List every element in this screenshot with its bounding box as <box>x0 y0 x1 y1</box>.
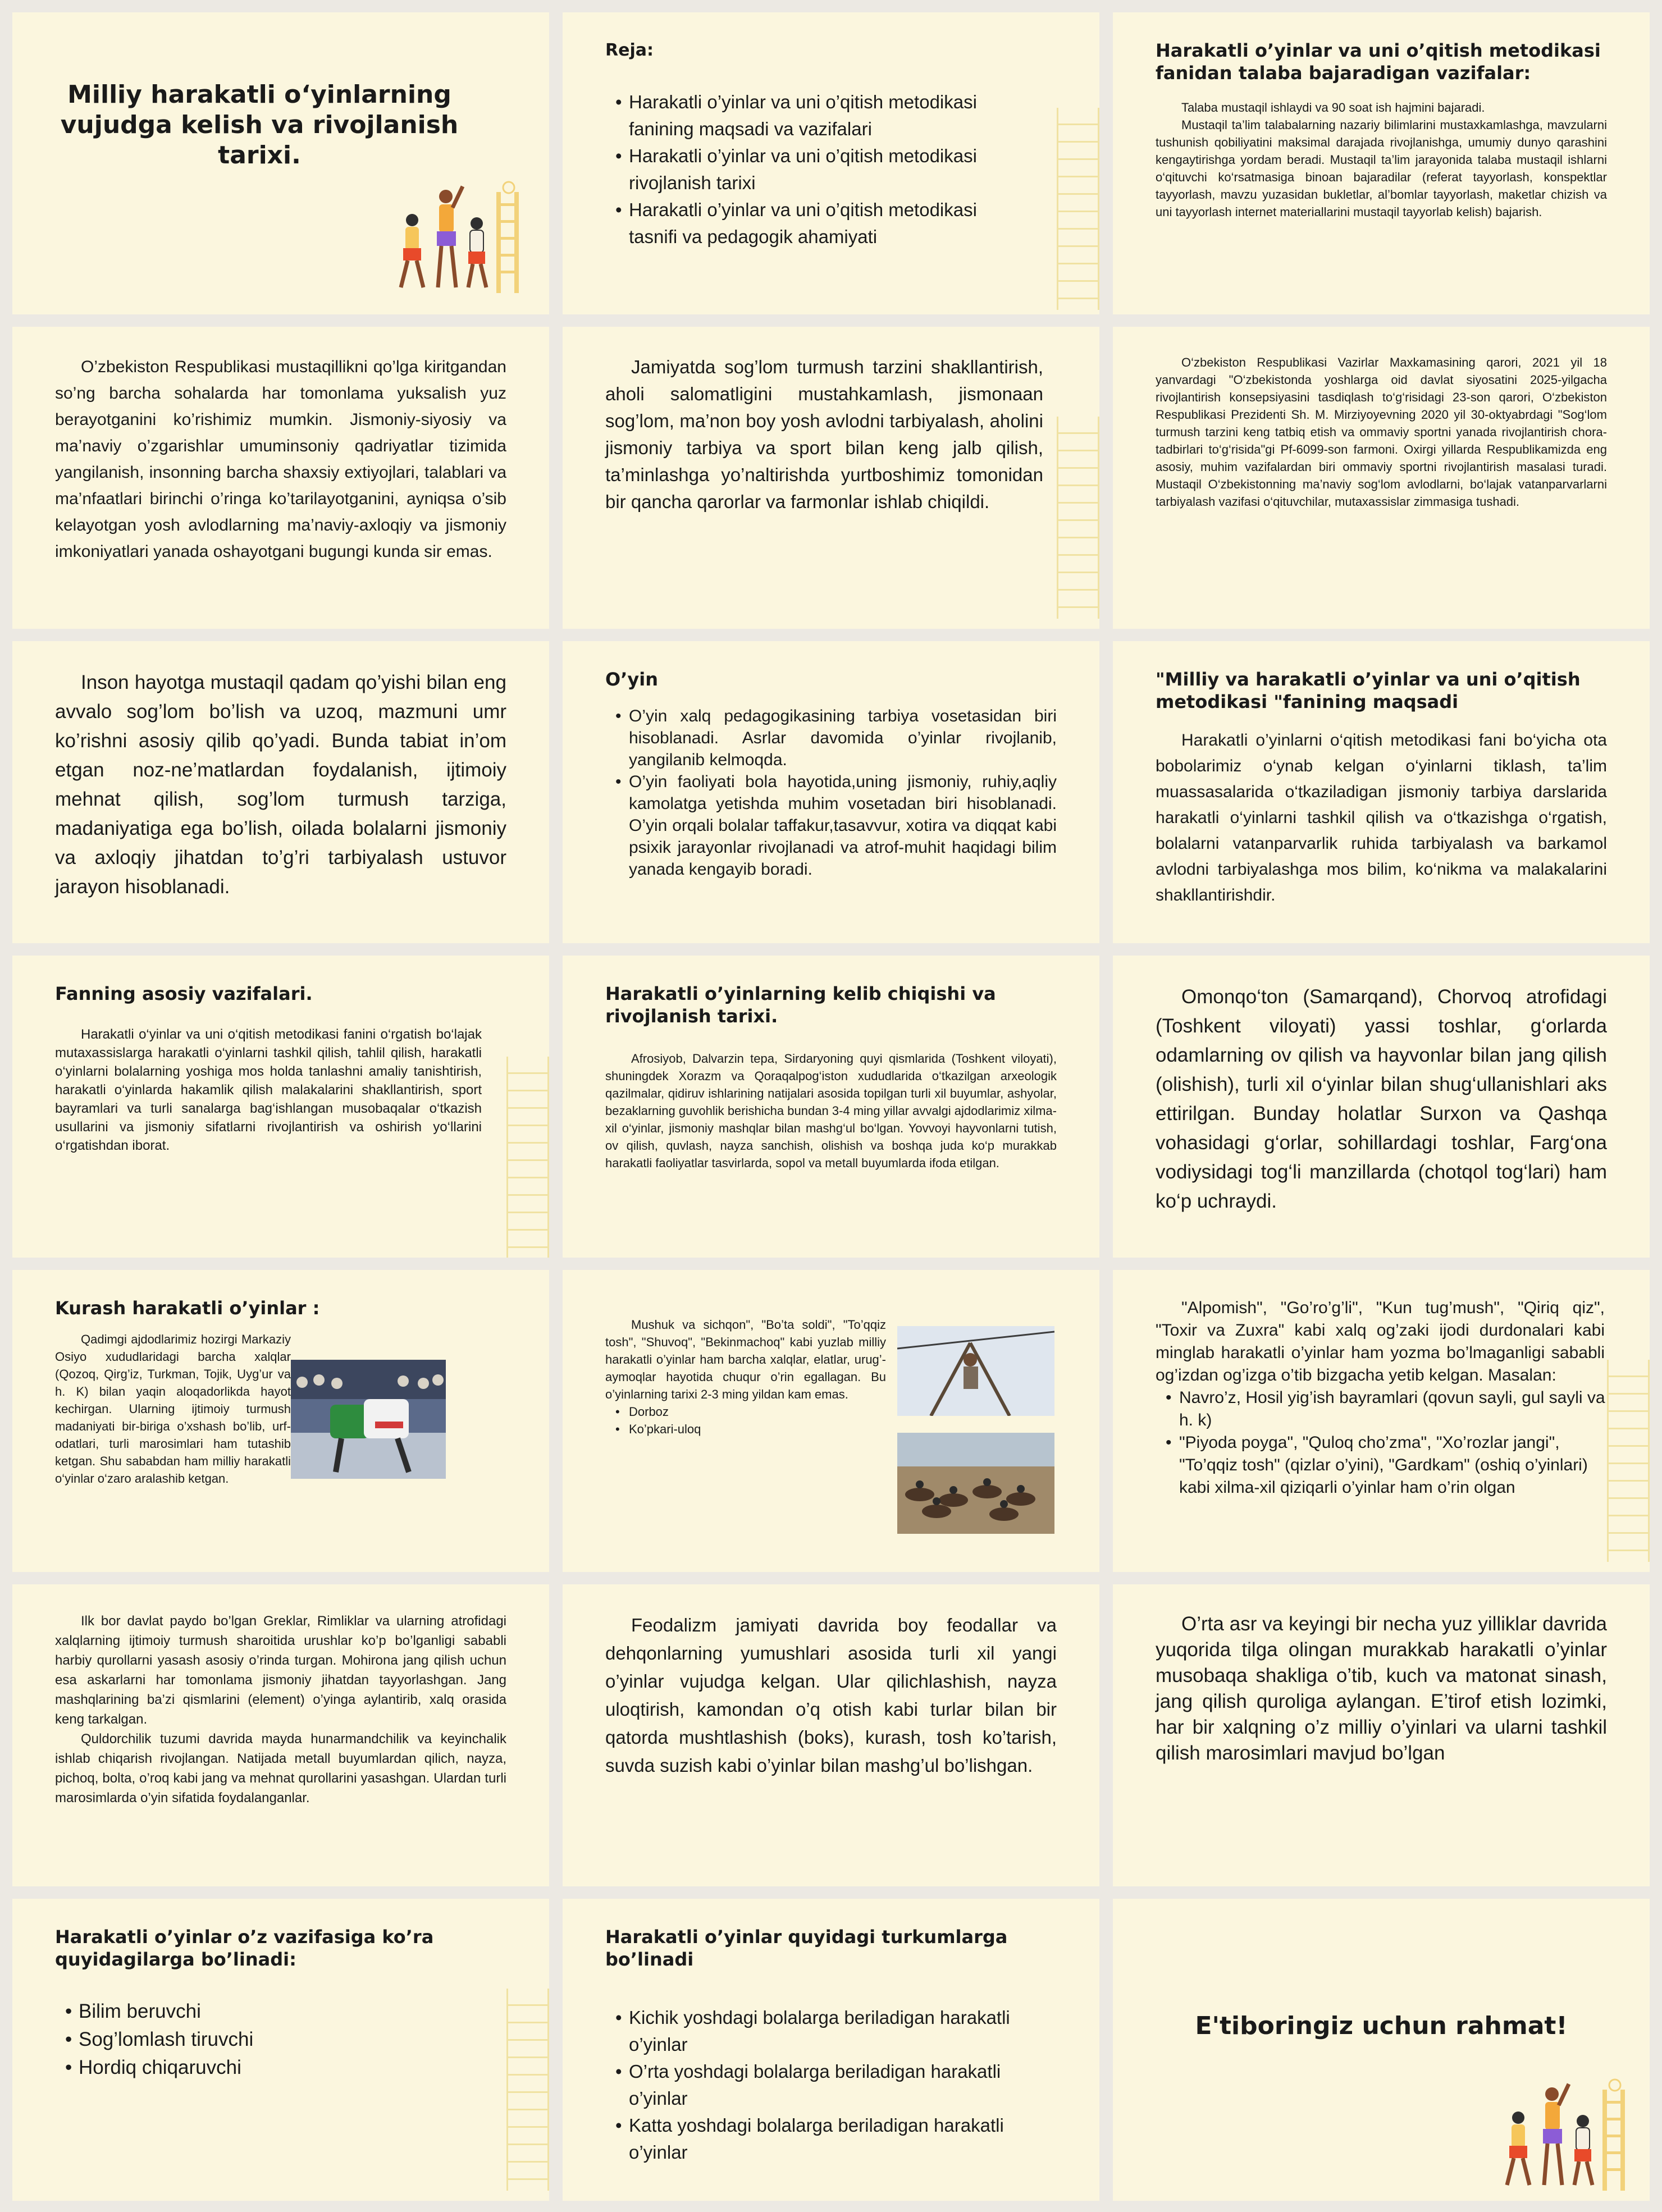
slide-vazifasiga-kora <box>12 1899 549 2201</box>
reja-item: • Harakatli o’yinlar va uni o’qitish metodikasi tasnifi va pedagogik ahamiyati <box>618 196 1028 250</box>
fan-vazifalari-text: Harakatli o‘yinlar va uni o‘qitish metodikasi fanini o‘rgatish bo‘lajak mutaxassislarga harakatli o‘yinlarni tashkil qilish, tahlil qilish, harakatli o‘yinlarni bolalarning yoshiga mos holda tanlashni amaliy tanishtirish, harakatli o‘yinlarda hakamlik qilish malakalarini shakllantirish, sport bayramlari va turli sanalarga bag‘ishlangan musobaqalar o‘tkazish usullarini va jismoniy sifatlarni rivojlantirish va oshirish yo‘llarini o‘rgatishdan iborat. <box>55 1027 482 1153</box>
slide-oyin-heading: O’yin <box>605 669 658 690</box>
kelib-chiqishi-text: Afrosiyob, Dalvarzin tepa, Sirdaryoning quyi qismlarida (Toshkent viloyati), shuningdek Xorazm va Qoraqalpog‘iston xududlarida o‘tkazilgan arxeologik qazilmalar, qidiruv ishlarining natijalari asosida topilgan turli xil buyumlar, ashyolar, bezaklarning guvohlik berishicha bundan 3-4 ming yillar avvalgi ajdodlarimiz xilma-xil o‘yinlar, jismoniy mashqlar bilan mashg‘ul bo‘lgan. Yovvoyi hayvonlarni tutish, ov qilish, quvlash, nayza sanchish, olishish va boshqa juda ko‘p murakkab harakatli faoliyatlar tasvirlarda, sopol va metall buyumlarda ifoda etilgan. <box>605 1052 1057 1170</box>
slide-mustaqillik <box>12 327 549 629</box>
inson-text: Inson hayotga mustaqil qadam qo’yishi bilan eng avvalo sog’lom bo’lish va uzoq, mazmuni umr ko’rishni asosiy qilib qo’yadi. Bunda tabiat in’om etgan noz-ne’matlardan foydalanish, ijtimoiy mehnat qilish, sog’lom turmush tarziga, madaniyatiga ega bo’lish, oilada bolalarni jismoniy va axloqiy jihatdan to’g’ri tarbiyalash ustuvor jarayon hisoblanadi. <box>55 671 506 898</box>
alpomish-item: • Navro’z, Hosil yig’ish bayramlari (qovun sayli, gul sayli va h. k) <box>1168 1387 1617 1432</box>
turkumlar-item: • Kichik yoshdagi bolalarga beriladigan harakatli o’yinlar <box>618 2004 1056 2058</box>
slide-title-text: Milliy harakatli o‘yinlarning vujudga kelish va rivojlanish tarixi. <box>60 80 459 170</box>
slide-title <box>12 12 549 314</box>
slide-vazifasiga-kora-heading: Harakatli o’yinlar o’z vazifasiga ko’ra quyidagilarga bo’linadi: <box>55 1926 434 1970</box>
qaror-text: O‘zbekiston Respublikasi Vazirlar Maxkamasining qarori, 2021 yil 18 yanvardagi "O‘zbekistonda yoshlarga oid davlat siyosatini 2025-yilgacha rivojlantirish konsepsiyasini tasdiqlash to‘g‘risidagi 23-son qarori, O‘zbekiston Respublikasi Prezidenti Sh. M. Mirziyoyevning 2020 yil 30-oktyabrdagi "Sog‘lom turmush tarzini keng tatbiq etish va ommaviy sportni yanada rivojlantirish chora-tadbirlari to‘g‘risida"gi Pf-6099-son farmoni. Oxirgi yillarda Respublikamizda eng asosiy, muhim vazifalardan biri ommaviy sportni rivojlantirish masalasi turadi. Mustaqil O‘zbekistonning ma’naviy sog‘lom avlodlarni, bo‘lajak vatanparvarlarni tarbiyalash vazifasi o‘qituvchilar, mutaxassislar zimmasiga tushadi. <box>1156 355 1607 509</box>
turkumlar-item: • Katta yoshdagi bolalarga beriladigan harakatli o’yinlar <box>618 2112 1056 2166</box>
mushuk-text: Mushuk va sichqon", "Bo’ta soldi", "To’qqiz tosh", "Shuvoq", "Bekinmachoq" kabi yuzlab milliy harakatli o’yinlar ham barcha xalqlar, elatlar, urug’-aymoqlar hayotida chuqur o’rin egallagan. Bu o’yinlarning tarixi 2-3 ming yildan kam emas. <box>605 1318 886 1401</box>
slide-alpomish <box>1113 1270 1650 1572</box>
alpomish-text: "Alpomish", "Go’ro’g’li", "Kun tug’mush", "Qiriq qiz", "Toxir va Zuxra" kabi xalq og’zaki ijodi durdonalari kabi minglab harakatli o’yinlar ham yozma bo’lmaganligi sababli og’izdan og’izga o’tib bizgacha yetib kelgan. Masalan: <box>1156 1299 1605 1384</box>
slide-maqsad <box>1113 641 1650 943</box>
slide-reja <box>563 12 1099 314</box>
slide-kurash <box>12 1270 549 1572</box>
slide-greklar <box>12 1584 549 1886</box>
slide-oyin <box>563 641 1099 943</box>
kurash-text: Qadimgi ajdodlarimiz hozirgi Markaziy Osiyo xududlaridagi barcha xalqlar (Qozoq, Qirg’iz, Turkman, Tojik, Uyg’ur va h. K) bilan yaqin aloqadorlikda hayot kechirgan. Ularning ijtimoiy turmush madaniyati bir-biriga o’xshash bo’lib, urf-odatlari, turli marosimlari ham tutashib ketgan. Shu sababdan ham milliy harakatli o‘yinlar o‘zaro aralashib ketgan. <box>55 1332 291 1486</box>
mushuk-item: • Dorboz <box>618 1403 1057 1420</box>
mushuk-item: • Ko’pkari-uloq <box>618 1420 1057 1438</box>
slide-omonqoton <box>1113 956 1650 1258</box>
ladder-decoration <box>506 1057 549 1258</box>
slide-kelib-chiqishi <box>563 956 1099 1258</box>
oyin-list <box>605 705 1057 880</box>
slide-feodalizm <box>563 1584 1099 1886</box>
greklar-paragraph-2: Quldorchilik tuzumi davrida mayda hunarmandchilik va keyinchalik ishlab chiqarish rivojlangan. Natijada metall buyumlardan qilich, nayza, pichoq, bolta, o’roq kabi jang va mehnat qurollarini yasashgan. Ulardan turli marosimlarda o’yin sifatida foydalanganlar. <box>55 1731 506 1806</box>
slide-qaror <box>1113 327 1650 629</box>
slide-fan-vazifalari <box>12 956 549 1258</box>
kurash-wrestling-photo <box>291 1360 446 1479</box>
vazifasiga-kora-item: • Hordiq chiqaruvchi <box>67 2054 506 2082</box>
sports-people-illustration <box>390 181 524 293</box>
ladder-decoration <box>1057 108 1099 310</box>
slide-maqsad-heading: "Milliy va harakatli o’yinlar va uni o’qitish metodikasi "fanining maqsadi <box>1156 669 1581 712</box>
slide-turkumlar <box>563 1899 1099 2201</box>
turkumlar-item: • O’rta yoshdagi bolalarga beriladigan harakatli o’yinlar <box>618 2058 1056 2112</box>
greklar-paragraph-1: Ilk bor davlat paydo bo’lgan Greklar, Rimliklar va ularning atrofidagi xalqlarning ijtimoiy turmush sharoitida urushlar ko’p bo’lganligi sababli harbiy qurollarni yasash asosiy o’rinda turgan. Mohirona jang qilish uchun esa askarlarni har tomonlama jismoniy jihatdan tayyorlashgan. Jang mashqlarining ba’zi qismlarini (element) o’yinga aylantirib, xalq orasida keng tarkalgan. <box>55 1614 506 1727</box>
dorboz-rope-walker-photo <box>897 1326 1054 1416</box>
slide-rahmat <box>1113 1899 1650 2201</box>
vazifasiga-kora-item: • Bilim beruvchi <box>67 1998 506 2026</box>
jamiyat-text: Jamiyatda sog’lom turmush tarzini shakllantirish, aholi salomatligini mustahkamlash, jismonaan sog’lom, ma’non boy yosh avlodni tarbiyalash, aholini jismoniy tarbiya va sport bilan keng jalb qilish, ta’minlashga yo’naltirishda yurtboshimiz tomonidan bir qancha qarorlar va farmonlar ishlab chiqildi. <box>605 357 1043 512</box>
vazifasiga-kora-item: • Sog’lomlash tiruvchi <box>67 2026 506 2054</box>
reja-list <box>605 89 1028 250</box>
alpomish-item: • "Piyoda poyga", "Quloq cho’zma", "Xo’rozlar jangi", "To’qqiz tosh" (qizlar o’yini), "Gardkam" (oshiq o’yinlari) kabi xilma-xil qiziqarli o’yinlar ham o’rin olgan <box>1168 1432 1617 1499</box>
reja-item: • Harakatli o’yinlar va uni o’qitish metodikasi fanining maqsadi va vazifalari <box>618 89 1028 143</box>
maqsad-text: Harakatli o’yinlarni o‘qitish metodikasi fani bo‘yicha ota bobolarimiz o‘ynab kelgan o‘yinlarni tiklash, ta’lim muassasalarida o‘tkaziladigan jismoniy tarbiya darslarida harakatli o‘yinlarni tashkil qilish va o‘tkazishga o‘rgatish, bolalarni vatanparvarlik ruhida tarbiyalash va barkamol avlodni tarbiyalashga mos bilim, ko‘nikma va malakalarini shakllantirishdir. <box>1156 731 1607 904</box>
kopkari-horse-riders-photo <box>897 1433 1054 1534</box>
slide-inson <box>12 641 549 943</box>
slide-jamiyat <box>563 327 1099 629</box>
slide-turkumlar-heading: Harakatli o’yinlar quyidagi turkumlarga bo’linadi <box>605 1926 1008 1970</box>
vazifalar-paragraph-2: Mustaqil ta’lim talabalarning nazariy bilimlarini mustaxkamlashga, mavzularni tushunish qobiliyatini maksimal darajada rivojlanishga, umumiy dunyo qarashini kengaytirishga yordam beradi. Mustaqil ta’lim jarayonida talaba mustaqil ishlarni o‘qituvchi ko‘rsatmasiga binoan bajaradilar (referat tayyorlash, konspektlar tayyorlash, mavzu yuzasidan bukletlar, al’bomlar tayyorlash, maketlar chizish va uni tayyorlash internet materiallarini mustaqil tayyorlab kelish) bajarish. <box>1156 118 1607 219</box>
slide-mushuk <box>563 1270 1099 1572</box>
orta-asr-text: O’rta asr va keyingi bir necha yuz yilliklar davrida yuqorida tilga olingan murakkab harakatli o’yinlar musobaqa shakliga o’tib, kuch va matonat sinash, jang qilish quroliga aylangan. E’tirof etish lozimki, har bir xalqning o’z milliy o’yinlari va ularni tashkil qilish marosimlari mavjud bo’lgan <box>1156 1613 1607 1764</box>
rahmat-text: E'tiboringiz uchun rahmat! <box>1195 2012 1568 2040</box>
oyin-item: • O’yin faoliyati bola hayotida,uning jismoniy, ruhiy,aqliy kamolatga yetishda muhim vosetadan biri hisoblanadi. O’yin orqali bolalar taffakur,tasavvur, xotira va diqqat kabi psixik jarayonlar rivojlanadi va atrof-muhit haqidagi bilim yanada kengayib boradi. <box>618 771 1057 880</box>
slides-grid <box>12 12 1650 2200</box>
feodalizm-text: Feodalizm jamiyati davrida boy feodallar va dehqonlarning yumushlari asosida turli xil yangi o’yinlar vujudga kelgan. Ular qilichlashish, nayza uloqtirish, kamondan o’q otish kabi turlar bilan bir qatorda mushtlashish (boks), kurash, tosh ko’tarish, suvda suzish kabi o’yinlar bilan mashg’ul bo’lishgan. <box>605 1615 1057 1776</box>
omonqoton-text: Omonqo‘ton (Samarqand), Chorvoq atrofidagi (Toshkent viloyati) yassi toshlar, g‘orlarda odamlarning ov qilish va hayvonlar bilan jang qilish (olishish), turli xil o‘yinlar bilan shug‘ullanishlari aks ettirilgan. Bunday holatlar Surxon va Qashqa vohasidagi g‘orlar, sohillardagi toshlar, Farg‘ona vodiysidagi tog‘li manzillarda (chotqol tog‘lari) ham ko‘p uchraydi. <box>1156 986 1607 1212</box>
slide-orta-asr <box>1113 1584 1650 1886</box>
slide-vazifalar-heading: Harakatli o’yinlar va uni o’qitish metodikasi fanidan talaba bajaradigan vazifalar: <box>1156 40 1601 84</box>
turkumlar-list <box>605 2004 1056 2166</box>
alpomish-list <box>1156 1387 1617 1499</box>
vazifalar-paragraph-1: Talaba mustaqil ishlaydi va 90 soat ish hajmini bajaradi. <box>1181 100 1485 115</box>
ladder-decoration <box>1057 417 1099 619</box>
slide-kelib-chiqishi-heading: Harakatli o’yinlarning kelib chiqishi va rivojlanish tarixi. <box>605 983 996 1027</box>
reja-item: • Harakatli o’yinlar va uni o’qitish metodikasi rivojlanish tarixi <box>618 143 1028 196</box>
slide-reja-heading: Reja: <box>605 40 654 60</box>
ladder-decoration <box>1607 1360 1650 1562</box>
vazifasiga-kora-list <box>55 1998 506 2082</box>
ladder-decoration <box>506 1989 549 2191</box>
mustaqillik-text: O’zbekiston Respublikasi mustaqillikni qo’lga kiritgandan so’ng barcha sohalarda har tomonlama yuksalish yuz berayotganini ko’rishimiz mumkin. Jismoniy-siyosiy va ma’naviy o’zgarishlar umuminsoniy qadriyatlar tizimida yangilanish, insonning barcha shaxsiy extiyojlari, talablari va ma’nfaatlari birinchi o’ringa ko’tarilayotganini, ayniqsa o’sib kelayotgan yosh avlodlarning ma’naviy-axloqiy va jismoniy imkoniyatlari yanada oshayotgani bugungi kunda sir emas. <box>55 358 506 561</box>
slide-fan-vazifalari-heading: Fanning asosiy vazifalari. <box>55 983 313 1004</box>
slide-vazifalar <box>1113 12 1650 314</box>
slide-kurash-heading: Kurash harakatli o’yinlar : <box>55 1297 320 1319</box>
sports-people-illustration <box>1496 2078 1631 2191</box>
oyin-item: • O’yin xalq pedagogikasining tarbiya vosetasidan biri hisoblanadi. Asrlar davomida o’yinlar rivojlanib, yangilanib kelmoqda. <box>618 705 1057 771</box>
